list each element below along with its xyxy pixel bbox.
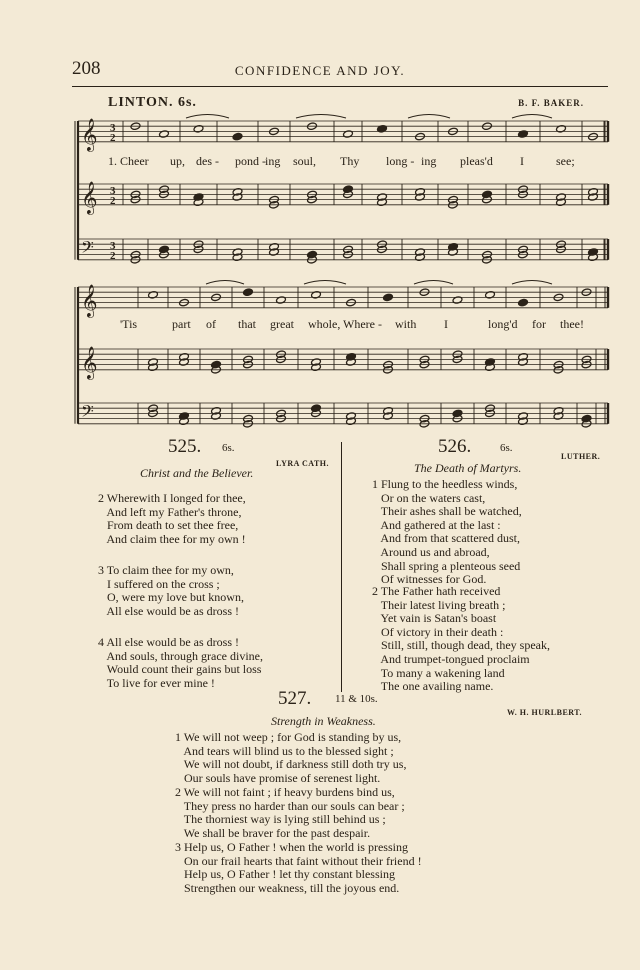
- time-signature-bottom: 2: [110, 250, 116, 262]
- tie-slur: [414, 281, 453, 285]
- column-divider: [341, 442, 342, 692]
- lyric-word: soul,: [293, 154, 317, 168]
- tune-composer: B. F. BAKER.: [518, 98, 584, 108]
- verse-line: On our frail hearts that faint without their friend !: [175, 853, 422, 868]
- lyric-word: long'd: [488, 317, 518, 331]
- hymn-526-number: 526.: [438, 436, 472, 457]
- lyric-word: for: [532, 317, 546, 331]
- running-title: CONFIDENCE AND JOY.: [234, 63, 406, 78]
- tune-name: LINTON. 6s.: [108, 95, 197, 110]
- verse-line: 4 All else would be as dross !: [98, 635, 239, 649]
- treble-clef-icon: 𝄞: [81, 283, 98, 317]
- verse-line: They press no harder than our souls can bear ;: [175, 798, 405, 813]
- time-signature-bottom: 2: [110, 195, 116, 207]
- hymn-527-author: W. H. HURLBERT.: [507, 708, 583, 717]
- verse-line: O, were my love but known,: [98, 590, 244, 605]
- verse-line: From death to set thee free,: [98, 518, 239, 533]
- tie-slur: [512, 115, 552, 119]
- hymn-525-stanza-3: [98, 564, 244, 618]
- lyric-word: thee!: [560, 317, 584, 331]
- lyric-word: Where -: [343, 317, 382, 331]
- verse-line: 3 To claim thee for my own,: [98, 563, 234, 577]
- tie-slur: [512, 281, 552, 285]
- hymn-525-title: Christ and the Believer.: [140, 466, 254, 480]
- lyric-word: long -: [386, 154, 415, 168]
- tie-slur: [304, 281, 346, 285]
- bass-clef-icon: 𝄢: [81, 236, 94, 261]
- lyric-word: up,: [170, 154, 185, 168]
- verse-line: Would count their gains but loss: [98, 662, 262, 677]
- verse-line: We shall be braver for the past despair.: [175, 825, 371, 840]
- tie-slur: [296, 115, 346, 119]
- lyric-word: 'Tis: [120, 317, 138, 331]
- note-head: [243, 288, 253, 296]
- hymn-525-author: LYRA CATH.: [276, 459, 330, 468]
- verse-line: We will not doubt, if darkness still doth try us,: [175, 757, 407, 772]
- lyric-word: with: [395, 317, 417, 331]
- time-signature-top: 3: [110, 240, 116, 252]
- lyric-word: Thy: [340, 154, 360, 168]
- lyric-word: ing: [265, 154, 281, 168]
- hymn-527-stanza-1: [175, 731, 406, 785]
- verse-line: 2 The Father hath received: [372, 584, 501, 598]
- hymn-525-number: 525.: [168, 436, 202, 457]
- lyric-word: see;: [556, 154, 575, 168]
- verse-line: And gathered at the last :: [372, 517, 501, 532]
- verse-line: Their ashes shall be watched,: [372, 504, 522, 519]
- verse-line: All else would be as dross !: [98, 603, 239, 618]
- note-head: [518, 299, 528, 307]
- verse-line: Of victory in their death :: [372, 624, 504, 639]
- verse-line: Or on the waters cast,: [372, 490, 486, 505]
- verse-line: I suffered on the cross ;: [98, 576, 220, 591]
- lyric-word: of: [206, 317, 216, 331]
- hymn-525-stanza-4: [98, 636, 263, 690]
- lyric-word: great: [270, 317, 294, 331]
- verse-line: Still, still, though dead, they speak,: [372, 638, 550, 653]
- lyric-word: I: [444, 317, 448, 331]
- verse-line: And trumpet-tongued proclaim: [372, 651, 530, 666]
- hymn-526-stanza-2: [372, 585, 550, 694]
- lyric-word: whole,: [308, 317, 341, 331]
- verse-line: And souls, through grace divine,: [98, 648, 263, 663]
- verse-line: And left my Father's throne,: [98, 504, 242, 519]
- lyric-word: des -: [196, 154, 219, 168]
- verse-line: And claim thee for my own !: [98, 531, 246, 546]
- lyric-word: pond -: [235, 154, 266, 168]
- treble-clef-icon: 𝄞: [81, 117, 98, 151]
- tie-slur: [408, 115, 450, 119]
- verse-line: Strengthen our weakness, till the joyous end.: [175, 880, 400, 895]
- note-head: [232, 133, 242, 141]
- lyric-word: that: [238, 317, 256, 331]
- verse-line: To many a wakening land: [372, 665, 505, 680]
- lyric-word: part: [172, 317, 191, 331]
- hymn-527-stanza-2: [175, 786, 405, 840]
- hymn-526-author: LUTHER.: [561, 452, 601, 461]
- hymn-527-number: 527.: [278, 688, 312, 709]
- verse-line: 1 We will not weep ; for God is standing by us,: [175, 730, 402, 744]
- verse-line: 2 Wherewith I longed for thee,: [98, 491, 246, 505]
- page-number: 208: [72, 58, 101, 79]
- verse-line: The thorniest way is lying still behind us ;: [175, 812, 386, 827]
- verse-line: Shall spring a plenteous seed: [372, 558, 521, 573]
- time-signature-bottom: 2: [110, 132, 116, 144]
- verse-line: 2 We will not faint ; if heavy burdens bind us,: [175, 785, 395, 799]
- lyric-word: ing: [421, 154, 437, 168]
- verse-line: Their latest living breath ;: [372, 597, 506, 612]
- hymn-526-title: The Death of Martyrs.: [414, 461, 522, 475]
- verse-line: Of witnesses for God.: [372, 572, 487, 587]
- bass-clef-icon: 𝄢: [81, 400, 94, 425]
- time-signature-top: 3: [110, 122, 116, 134]
- lyric-word: pleas'd: [460, 154, 493, 168]
- time-signature-top: 3: [110, 185, 116, 197]
- hymn-527-stanza-3: [175, 841, 422, 895]
- hymn-527-meter: 11 & 10s.: [335, 693, 378, 705]
- treble-clef-icon: 𝄞: [81, 180, 98, 214]
- verse-line: Our souls have promise of serenest light.: [175, 770, 381, 785]
- verse-line: 1 Flung to the heedless winds,: [372, 477, 518, 491]
- note-head: [383, 293, 393, 301]
- hymn-527-title: Strength in Weakness.: [271, 714, 376, 728]
- verse-line: And tears will blind us to the blessed sight ;: [175, 743, 394, 758]
- verse-line: The one availing name.: [372, 679, 494, 694]
- verse-line: To live for ever mine !: [98, 675, 215, 690]
- tie-slur: [186, 115, 229, 119]
- verse-line: Yet vain is Satan's boast: [372, 611, 497, 626]
- verse-line: And from that scattered dust,: [372, 531, 520, 546]
- treble-clef-icon: 𝄞: [81, 345, 98, 379]
- lyric-word: I: [520, 154, 524, 168]
- lyric-word: 1. Cheer: [108, 154, 149, 168]
- hymn-526-meter: 6s.: [500, 442, 513, 454]
- tie-slur: [206, 281, 244, 285]
- verse-line: 3 Help us, O Father ! when the world is pressing: [175, 840, 408, 854]
- verse-line: Around us and abroad,: [372, 544, 490, 559]
- music-score: [0, 0, 640, 440]
- hymn-525-meter: 6s.: [222, 442, 235, 454]
- hymn-525-stanza-2: [98, 492, 246, 546]
- hymn-526-stanza-1: [372, 478, 522, 587]
- verse-line: Help us, O Father ! let thy constant blessing: [175, 867, 395, 882]
